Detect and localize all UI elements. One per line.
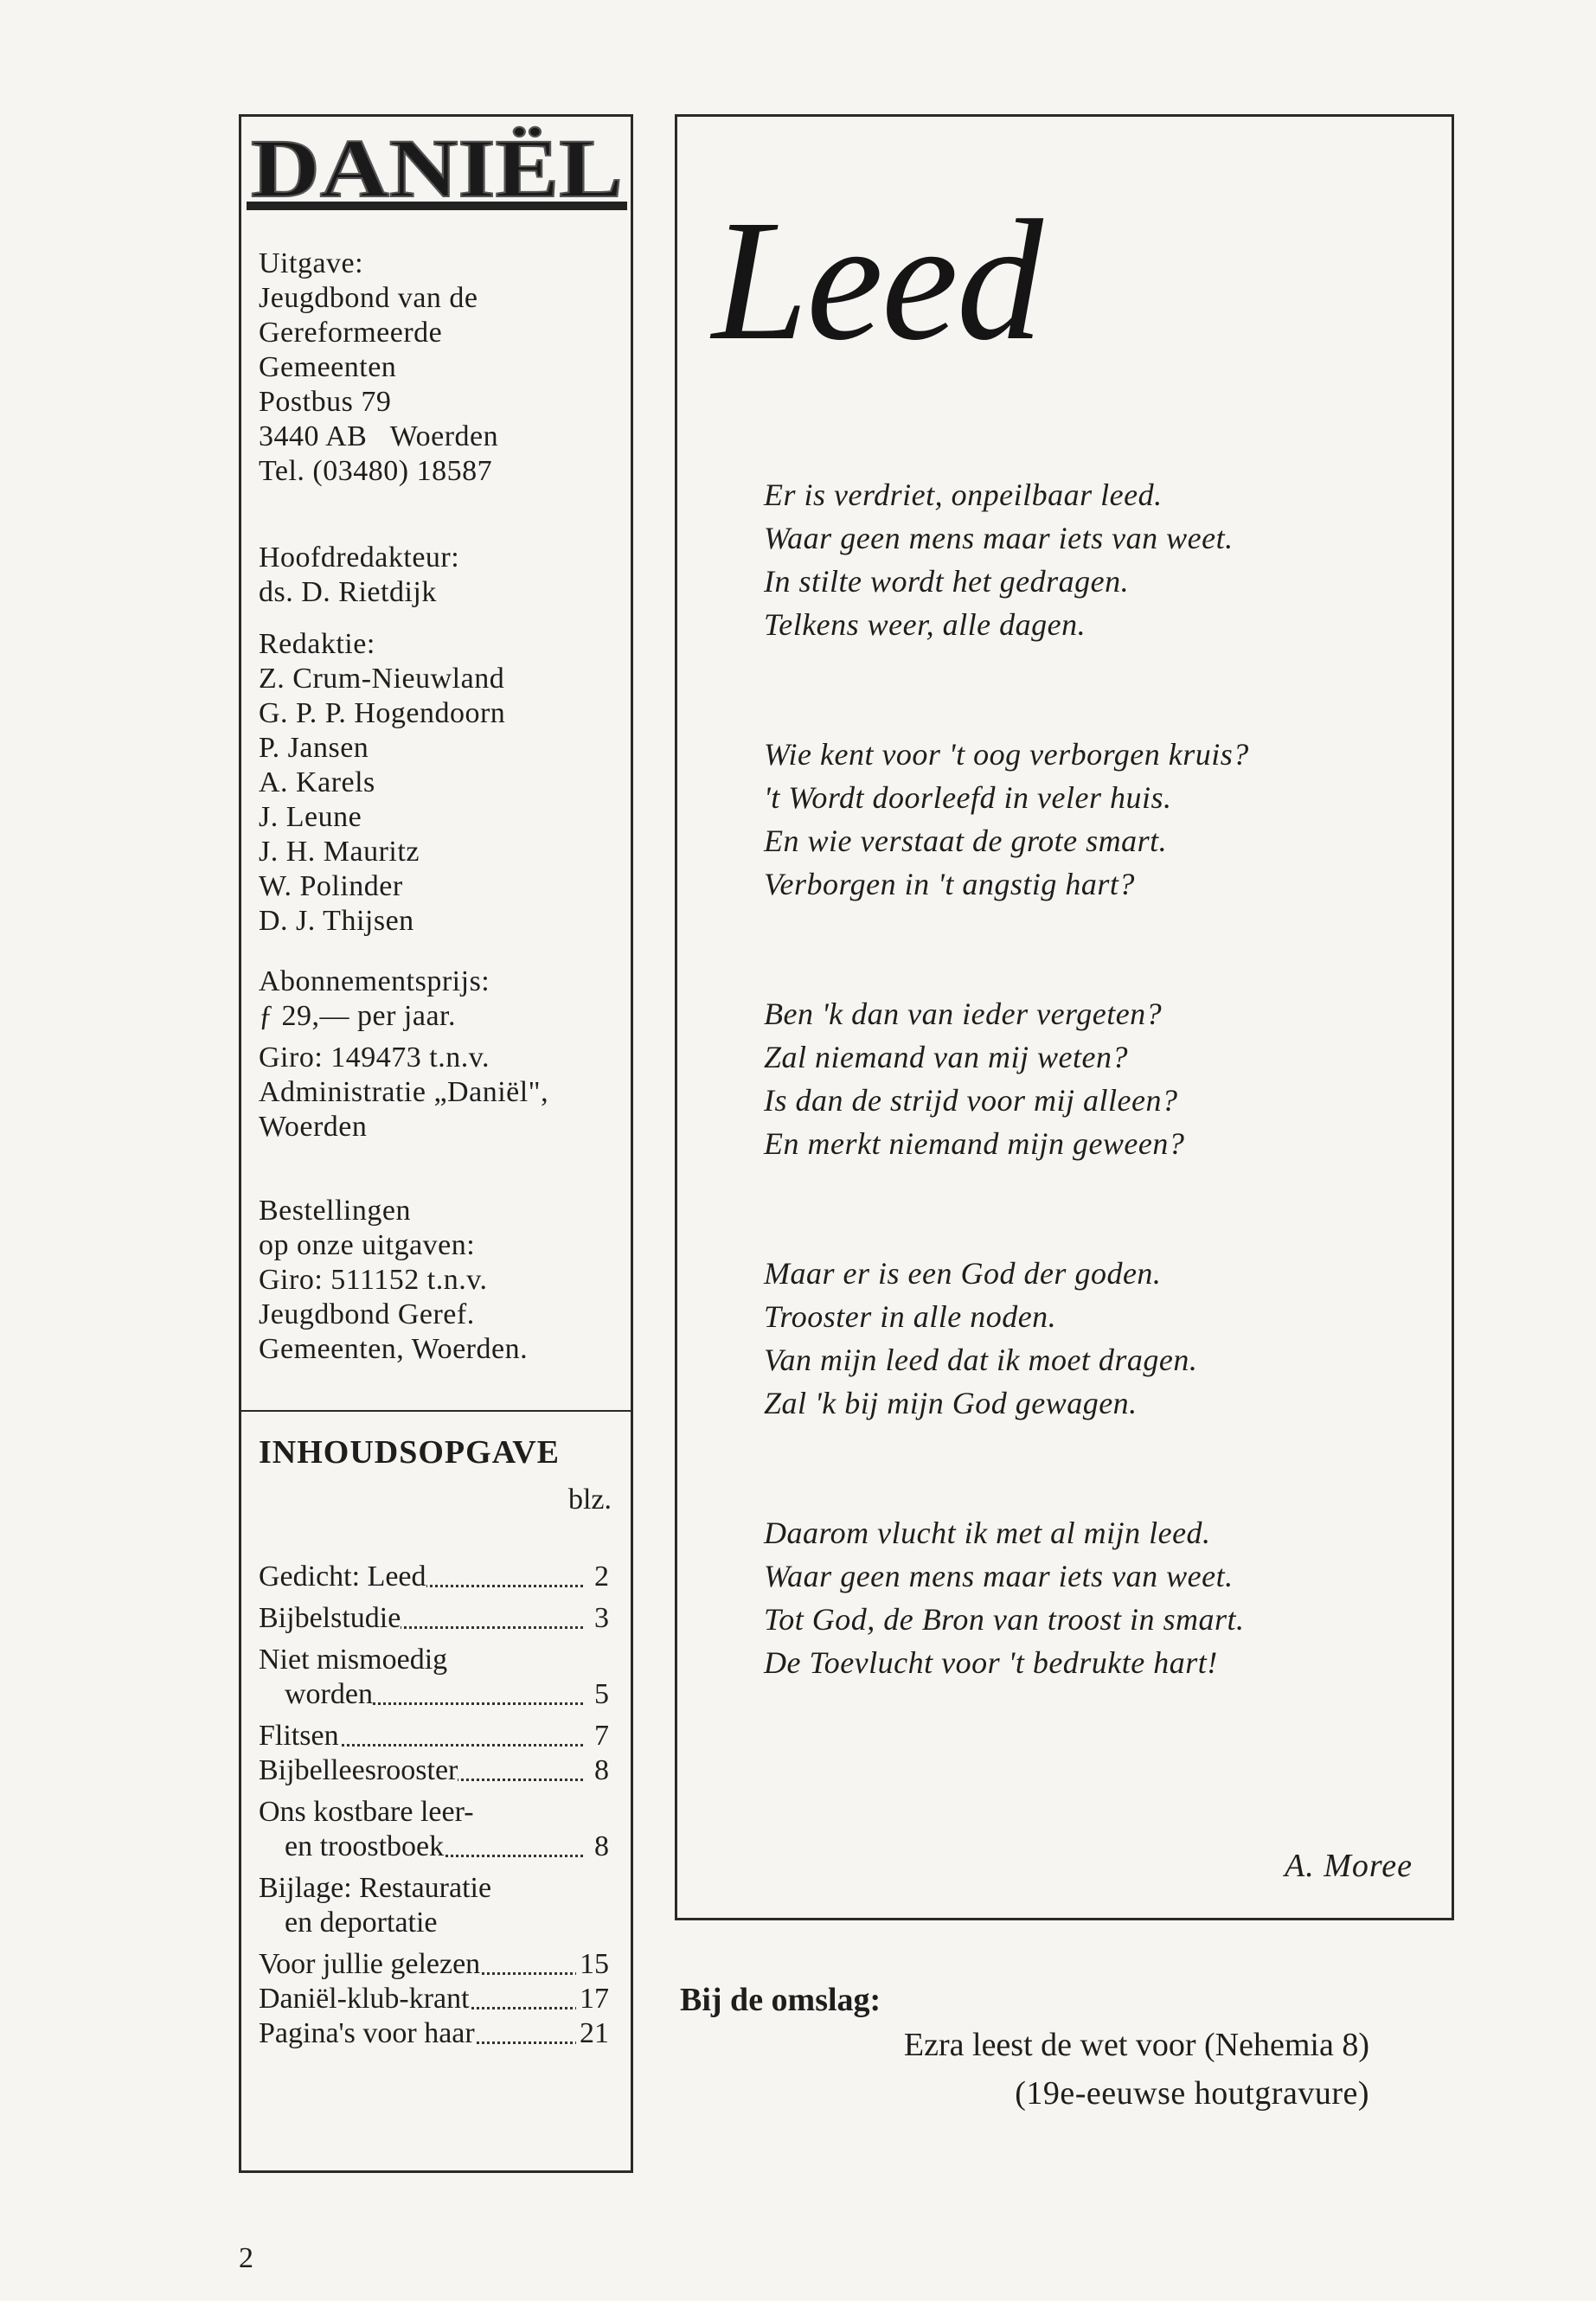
toc-entry[interactable]: Bijbelstudie 3: [259, 1602, 609, 1634]
toc-entry[interactable]: Daniël-klub-krant 17: [259, 1983, 609, 2015]
toc-entry[interactable]: en troostboek 8: [285, 1830, 609, 1862]
editor-name: P. Jansen: [259, 732, 369, 764]
poem-stanza: [764, 1511, 1245, 1684]
subscription-line: Administratie „Daniël",: [259, 1076, 549, 1108]
poem-stanza: [764, 473, 1234, 646]
subscription-section: [259, 965, 622, 1144]
editor-name: D. J. Thijsen: [259, 905, 414, 937]
orders-line: Bestellingen: [259, 1195, 411, 1227]
subscription-line: Woerden: [259, 1111, 368, 1143]
editor-name: G. P. P. Hogendoorn: [259, 697, 506, 729]
toc-entry-line1[interactable]: Niet mismoedig: [259, 1644, 448, 1676]
poem-line: Zal 'k bij mijn God gewagen.: [764, 1386, 1138, 1420]
toc-entry[interactable]: Flitsen 7: [259, 1720, 609, 1752]
publisher-section: [259, 247, 622, 489]
toc-entry-line1[interactable]: Bijlage: Restauratie: [259, 1872, 492, 1904]
publisher-line: Postbus 79: [259, 386, 392, 418]
poem-line: De Toevlucht voor 't bedrukte hart!: [764, 1645, 1218, 1680]
toc-title: INHOUDSOPGAVE: [259, 1434, 561, 1471]
publisher-label: Uitgave:: [259, 247, 364, 279]
toc-divider: [241, 1410, 633, 1412]
poem-line: Trooster in alle noden.: [764, 1299, 1057, 1334]
toc-page-header: blz.: [567, 1484, 612, 1516]
poem-line: Ben 'k dan van ieder vergeten?: [764, 997, 1163, 1031]
publisher-line: Tel. (03480) 18587: [259, 455, 493, 487]
poem-stanza: [764, 733, 1249, 906]
page-number: 2: [239, 2242, 253, 2274]
poem-line: Tot God, de Bron van troost in smart.: [764, 1602, 1245, 1637]
colophon-sidebar: [239, 114, 633, 2173]
toc-entry[interactable]: Bijbelleesrooster 8: [259, 1754, 609, 1786]
poem-line: Verborgen in 't angstig hart?: [764, 867, 1135, 901]
poem-title: Leed: [712, 185, 1042, 376]
poem-line: Waar geen mens maar iets van weet.: [764, 521, 1234, 555]
toc-entry-line1[interactable]: Ons kostbare leer-: [259, 1796, 474, 1828]
chief-editor-label: Hoofdredakteur:: [259, 542, 460, 574]
poem-stanza: [764, 1252, 1197, 1425]
chief-editor-section: [259, 541, 622, 610]
poem-line: Daarom vlucht ik met al mijn leed.: [764, 1516, 1211, 1550]
table-of-contents: [259, 1560, 609, 2051]
subscription-line: Giro: 149473 t.n.v.: [259, 1042, 490, 1074]
poem-stanza: [764, 992, 1184, 1165]
chief-editor-name: ds. D. Rietdijk: [259, 576, 437, 608]
poem-line: En merkt niemand mijn geween?: [764, 1126, 1185, 1161]
editors-label: Redaktie:: [259, 628, 375, 660]
poem-line: Waar geen mens maar iets van weet.: [764, 1559, 1234, 1593]
editors-section: [259, 627, 622, 939]
poem-line: Zal niemand van mij weten?: [764, 1040, 1128, 1074]
poem-line: Telkens weer, alle dagen.: [764, 607, 1086, 642]
daniel-logo-text: DANIËL: [251, 125, 623, 212]
poem-line: Van mijn leed dat ik moet dragen.: [764, 1343, 1198, 1377]
orders-line: Gemeenten, Woerden.: [259, 1333, 529, 1365]
cover-note-line: (19e-eeuwse houtgravure): [1015, 2075, 1369, 2112]
daniel-logo: [247, 125, 627, 212]
editor-name: J. H. Mauritz: [259, 836, 420, 868]
publisher-line: Gemeenten: [259, 351, 397, 383]
cover-note-line: Ezra leest de wet voor (Nehemia 8): [903, 2027, 1369, 2063]
poem-line: 't Wordt doorleefd in veler huis.: [764, 780, 1172, 815]
toc-entry[interactable]: Pagina's voor haar 21: [259, 2017, 609, 2049]
poem-box: [675, 114, 1454, 1920]
publisher-line: Gereformeerde: [259, 317, 443, 349]
toc-entry[interactable]: en deportatie: [285, 1907, 438, 1939]
editor-name: J. Leune: [259, 801, 362, 833]
poem-line: In stilte wordt het gedragen.: [764, 564, 1130, 599]
orders-line: Giro: 511152 t.n.v.: [259, 1264, 488, 1296]
subscription-line: ƒ 29,— per jaar.: [259, 1000, 456, 1032]
editor-name: Z. Crum-Nieuwland: [259, 663, 505, 695]
poem-line: Maar er is een God der goden.: [764, 1256, 1162, 1291]
poem-line: Wie kent voor 't oog verborgen kruis?: [764, 737, 1249, 772]
poem-line: Is dan de strijd voor mij alleen?: [764, 1083, 1178, 1118]
orders-section: [259, 1194, 622, 1367]
poem-line: En wie verstaat de grote smart.: [764, 824, 1168, 858]
cover-note-title: Bij de omslag:: [680, 1982, 881, 2018]
publisher-line: 3440 AB Woerden: [259, 420, 499, 452]
toc-entry[interactable]: Gedicht: Leed 2: [259, 1561, 609, 1593]
publisher-line: Jeugdbond van de: [259, 282, 478, 314]
poem-author: A. Moree: [1285, 1848, 1413, 1884]
editor-name: W. Polinder: [259, 870, 403, 902]
orders-line: op onze uitgaven:: [259, 1229, 476, 1261]
editor-name: A. Karels: [259, 766, 375, 798]
toc-entry[interactable]: Voor jullie gelezen 15: [259, 1948, 609, 1980]
poem-line: Er is verdriet, onpeilbaar leed.: [764, 478, 1163, 512]
orders-line: Jeugdbond Geref.: [259, 1298, 475, 1330]
subscription-label: Abonnementsprijs:: [259, 965, 490, 997]
toc-entry[interactable]: worden 5: [285, 1678, 609, 1710]
